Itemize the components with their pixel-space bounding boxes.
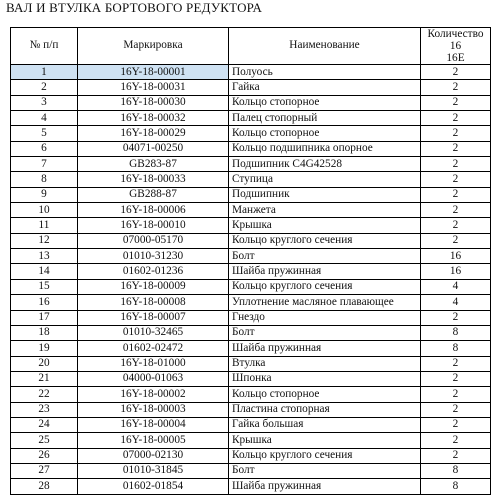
cell-name: Подшипник [229,187,421,202]
cell-code: 01010-31845 [78,463,229,478]
cell-name: Кольцо круглого сечения [229,448,421,463]
cell-name: Кольцо стопорное [229,387,421,402]
cell-qty: 2 [421,402,491,417]
cell-code: 16Y-18-00031 [78,80,229,95]
cell-num: 10 [11,203,78,218]
table-row[interactable] [11,310,491,325]
table-row[interactable] [11,264,491,279]
cell-code: 04071-00250 [78,141,229,156]
cell-num: 14 [11,264,78,279]
cell-code: 07000-05170 [78,233,229,248]
cell-num: 6 [11,141,78,156]
cell-qty: 8 [421,341,491,356]
cell-name: Шайба пружинная [229,264,421,279]
cell-name: Манжета [229,203,421,218]
cell-code: GB283-87 [78,157,229,172]
table-row[interactable] [11,479,491,494]
cell-name: Болт [229,325,421,340]
cell-qty: 2 [421,65,491,80]
header-code: Маркировка [78,28,229,65]
cell-name: Шайба пружинная [229,341,421,356]
table-row[interactable] [11,295,491,310]
table-row[interactable] [11,172,491,187]
cell-code: 16Y-18-00008 [78,295,229,310]
cell-code: 16Y-18-00029 [78,126,229,141]
cell-num: 4 [11,111,78,126]
cell-name: Болт [229,463,421,478]
cell-code: 16Y-18-00001 [78,65,229,80]
cell-num: 15 [11,279,78,294]
cell-qty: 2 [421,310,491,325]
cell-code: 16Y-18-00002 [78,387,229,402]
table-row[interactable] [11,126,491,141]
parts-table [10,27,491,495]
header-qty [421,28,491,65]
cell-code: 04000-01063 [78,371,229,386]
cell-name: Кольцо стопорное [229,95,421,110]
header-qty-model-1: 16 [449,40,462,52]
table-row[interactable] [11,95,491,110]
cell-code: 16Y-18-00004 [78,417,229,432]
cell-code: 07000-02130 [78,448,229,463]
header-name: Наименование [229,28,421,65]
table-row[interactable] [11,218,491,233]
cell-num: 2 [11,80,78,95]
cell-num: 23 [11,402,78,417]
cell-name: Шайба пружинная [229,479,421,494]
cell-num: 28 [11,479,78,494]
cell-qty: 2 [421,95,491,110]
cell-num: 24 [11,417,78,432]
cell-num: 7 [11,157,78,172]
table-row[interactable] [11,356,491,371]
table-row[interactable] [11,233,491,248]
cell-code: 16Y-18-01000 [78,356,229,371]
table-row[interactable] [11,433,491,448]
cell-num: 5 [11,126,78,141]
table-row[interactable] [11,279,491,294]
table-row[interactable] [11,203,491,218]
cell-num: 26 [11,448,78,463]
cell-num: 18 [11,325,78,340]
cell-name: Подшипник C4G42528 [229,157,421,172]
cell-num: 16 [11,295,78,310]
cell-qty: 2 [421,203,491,218]
cell-name: Палец стопорный [229,111,421,126]
table-body [11,65,491,495]
cell-qty: 2 [421,126,491,141]
cell-qty: 2 [421,371,491,386]
cell-name: Ступица [229,172,421,187]
cell-qty: 2 [421,218,491,233]
cell-code: 16Y-18-00003 [78,402,229,417]
header-num: № п/п [11,28,78,65]
table-row[interactable] [11,417,491,432]
cell-code: 01602-02472 [78,341,229,356]
cell-qty: 2 [421,157,491,172]
cell-code: 16Y-18-00010 [78,218,229,233]
table-row[interactable] [11,402,491,417]
table-row[interactable] [11,141,491,156]
cell-name: Кольцо круглого сечения [229,233,421,248]
page-title: ВАЛ И ВТУЛКА БОРТОВОГО РЕДУКТОРА [6,0,263,15]
table-row[interactable] [11,80,491,95]
table-row[interactable] [11,448,491,463]
cell-qty: 2 [421,387,491,402]
cell-num: 9 [11,187,78,202]
cell-qty: 16 [421,264,491,279]
cell-name: Гнездо [229,310,421,325]
header-qty-label: Количество [427,28,484,40]
cell-code: 01602-01236 [78,264,229,279]
table-row[interactable] [11,187,491,202]
cell-code: 16Y-18-00006 [78,203,229,218]
cell-name: Крышка [229,218,421,233]
cell-num: 19 [11,341,78,356]
cell-code: 01602-01854 [78,479,229,494]
cell-code: 01010-32465 [78,325,229,340]
cell-num: 3 [11,95,78,110]
cell-qty: 2 [421,417,491,432]
cell-name: Уплотнение масляное плавающее [229,295,421,310]
table-row[interactable] [11,111,491,126]
cell-num: 27 [11,463,78,478]
cell-qty: 2 [421,111,491,126]
cell-qty: 2 [421,433,491,448]
cell-qty: 2 [421,448,491,463]
table-row[interactable] [11,371,491,386]
cell-qty: 2 [421,233,491,248]
cell-name: Кольцо круглого сечения [229,279,421,294]
cell-qty: 2 [421,172,491,187]
cell-qty: 8 [421,479,491,494]
cell-num: 8 [11,172,78,187]
header-qty-model-2: 16E [446,52,465,64]
cell-qty: 8 [421,463,491,478]
cell-code: 16Y-18-00032 [78,111,229,126]
table-header [11,28,491,65]
cell-num: 1 [11,65,78,80]
table-row[interactable] [11,325,491,340]
cell-code: 16Y-18-00005 [78,433,229,448]
table-row[interactable] [11,157,491,172]
cell-num: 12 [11,233,78,248]
cell-num: 25 [11,433,78,448]
cell-code: 16Y-18-00030 [78,95,229,110]
cell-qty: 16 [421,249,491,264]
cell-num: 22 [11,387,78,402]
cell-code: 16Y-18-00009 [78,279,229,294]
cell-name: Гайка [229,80,421,95]
cell-name: Гайка большая [229,417,421,432]
cell-name: Втулка [229,356,421,371]
cell-name: Кольцо стопорное [229,126,421,141]
table-row[interactable] [11,341,491,356]
cell-num: 21 [11,371,78,386]
cell-qty: 8 [421,325,491,340]
cell-name: Пластина стопорная [229,402,421,417]
cell-code: 16Y-18-00007 [78,310,229,325]
cell-name: Полуось [229,65,421,80]
table-row[interactable] [11,387,491,402]
cell-name: Шпонка [229,371,421,386]
cell-qty: 4 [421,279,491,294]
cell-num: 20 [11,356,78,371]
cell-qty: 4 [421,295,491,310]
cell-name: Крышка [229,433,421,448]
cell-qty: 2 [421,187,491,202]
cell-code: 16Y-18-00033 [78,172,229,187]
cell-name: Болт [229,249,421,264]
cell-qty: 2 [421,356,491,371]
cell-name: Кольцо подшипника опорное [229,141,421,156]
table-row[interactable] [11,249,491,264]
cell-num: 17 [11,310,78,325]
cell-num: 11 [11,218,78,233]
cell-code: GB288-87 [78,187,229,202]
cell-qty: 2 [421,141,491,156]
cell-qty: 2 [421,80,491,95]
table-row[interactable] [11,65,491,80]
cell-code: 01010-31230 [78,249,229,264]
cell-num: 13 [11,249,78,264]
table-row[interactable] [11,463,491,478]
